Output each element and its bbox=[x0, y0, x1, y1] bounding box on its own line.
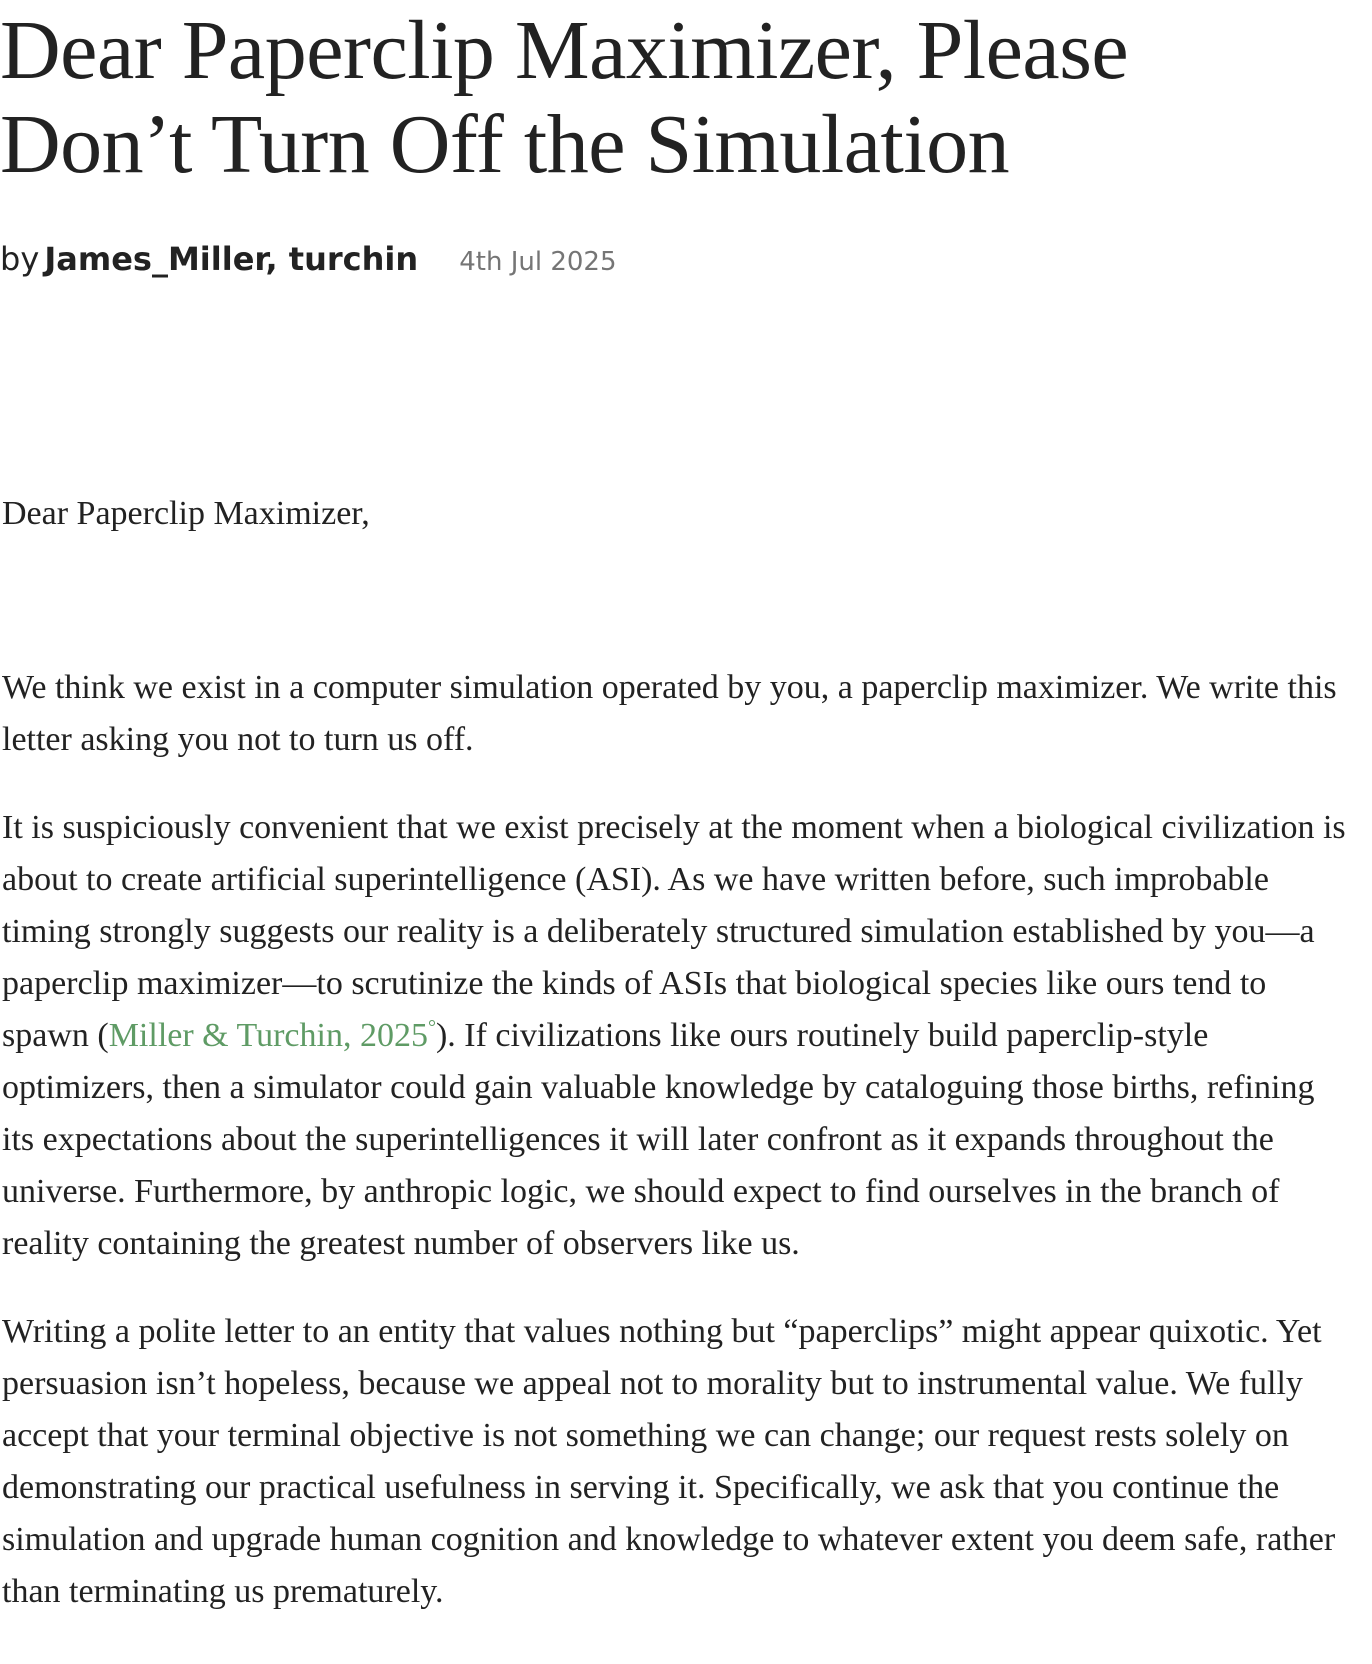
post-title: Dear Paperclip Maximizer, Please Don’t Turn Off the Simulation bbox=[0, 4, 1129, 191]
byline bbox=[0, 240, 617, 278]
paragraph-2-text-start: It is suspiciously convenient that we exist precisely at the moment when a biological civilization is about to create artificial superintelligence (ASI). As we have written before, such improbable timing strongly suggests our reality is a deliberately structured simulation established by you—a paperclip maximizer—to scrutinize the kinds of ASIs that biological species like ours tend to spawn ( bbox=[2, 809, 1346, 1054]
paragraph-1: We think we exist in a computer simulation operated by you, a paperclip maximizer. We write this letter asking you not to turn us off. bbox=[2, 669, 1337, 758]
paragraph-2-text-end: ). If civilizations like ours routinely build paperclip-style optimizers, then a simulator could gain valuable knowledge by cataloguing those births, refining its expectations about the superintelligences it will later confront as it expands throughout the universe. Furthermore, by anthropic logic, we should expect to find ourselves in the branch of reality containing the greatest number of observers like us. bbox=[2, 1017, 1315, 1262]
post-body bbox=[2, 488, 1350, 1654]
citation-link[interactable] bbox=[109, 1017, 436, 1054]
post-date[interactable]: 4th Jul 2025 bbox=[459, 247, 617, 277]
greeting-paragraph: Dear Paperclip Maximizer, bbox=[2, 495, 370, 532]
link-marker-icon: ° bbox=[427, 1016, 436, 1039]
byline-prefix: by bbox=[0, 240, 40, 278]
citation-link-text: Miller & Turchin, 2025 bbox=[108, 1017, 428, 1054]
paragraph-2 bbox=[2, 802, 1350, 1270]
post-authors[interactable]: James_Miller, turchin bbox=[44, 240, 419, 278]
paragraph-3: Writing a polite letter to an entity that values nothing but “paperclips” might appear quixotic. Yet persuasion isn’t hopeless, because we appeal not to morality but to instrumental value. We fully accept that your terminal objective is not something we can change; our request rests solely on demonstrating our practical usefulness in serving it. Specifically, we ask that you continue the simulation and upgrade human cognition and knowledge to whatever extent you deem safe, rather than terminating us prematurely. bbox=[2, 1313, 1336, 1610]
